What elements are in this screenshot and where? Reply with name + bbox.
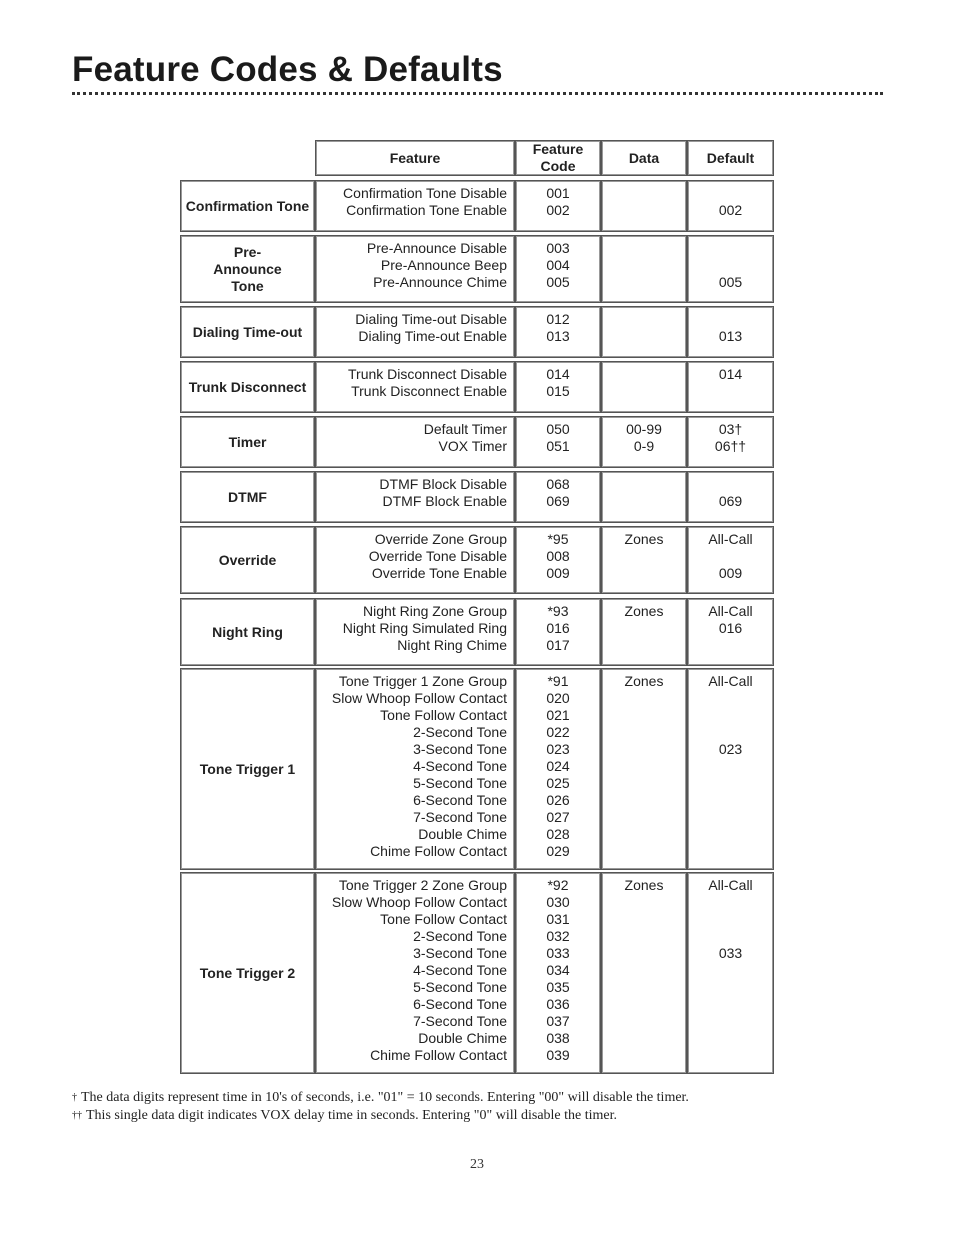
feature-name: 3-Second Tone [413, 945, 507, 961]
feature-name: DTMF Block Enable [382, 493, 507, 509]
feature-name: Chime Follow Contact [370, 843, 507, 859]
feature-name: Slow Whoop Follow Contact [331, 690, 507, 706]
features-cell [315, 306, 515, 358]
feature-group [180, 416, 774, 468]
group-name: Tone Trigger 2 [180, 872, 315, 1074]
feature-name: VOX Timer [438, 438, 507, 454]
footnotes [72, 1089, 782, 1125]
default-value [688, 257, 773, 274]
default-value: 033 [718, 945, 743, 961]
group-name: Dialing Time-out [180, 306, 315, 358]
defaults-cell [687, 526, 774, 594]
default-value: All-Call [708, 877, 753, 893]
default-value: 03† [718, 421, 743, 437]
data-cell [601, 306, 687, 358]
feature-code: 051 [546, 438, 570, 454]
feature-name: Pre-Announce Chime [373, 274, 507, 290]
features-cell [315, 361, 515, 413]
feature-code: 002 [546, 202, 570, 218]
group-name: Confirmation Tone [180, 180, 315, 232]
codes-cell [515, 180, 601, 232]
data-value: Zones [624, 531, 664, 547]
default-value: 06†† [714, 438, 747, 454]
feature-name: Night Ring Zone Group [363, 603, 507, 619]
feature-name: Override Tone Enable [371, 565, 507, 581]
feature-group [180, 598, 774, 666]
feature-name: Double Chime [418, 1030, 507, 1046]
data-value: 0-9 [633, 438, 655, 454]
feature-name: Pre-Announce Beep [380, 257, 507, 273]
defaults-cell [687, 668, 774, 870]
feature-group [180, 526, 774, 594]
codes-cell [515, 598, 601, 666]
feature-code: 039 [546, 1047, 570, 1063]
data-cell [601, 872, 687, 1074]
features-cell [315, 668, 515, 870]
feature-code: 016 [546, 620, 570, 636]
feature-code: 008 [546, 548, 570, 564]
feature-code: 025 [546, 775, 570, 791]
default-value: 023 [718, 741, 743, 757]
feature-code: 037 [546, 1013, 570, 1029]
codes-cell [515, 306, 601, 358]
data-cell [601, 526, 687, 594]
feature-code: 024 [546, 758, 570, 774]
feature-group [180, 471, 774, 523]
codes-cell [515, 416, 601, 468]
feature-code: *95 [547, 531, 569, 547]
default-value: 016 [718, 620, 743, 636]
feature-group [180, 180, 774, 232]
feature-code: 068 [546, 476, 570, 492]
feature-code: 021 [546, 707, 570, 723]
default-value: 005 [718, 274, 743, 290]
group-name: Tone Trigger 1 [180, 668, 315, 870]
feature-code: 029 [546, 843, 570, 859]
table-header-row [315, 140, 774, 176]
default-value [688, 707, 773, 724]
group-name: Trunk Disconnect [180, 361, 315, 413]
features-cell [315, 180, 515, 232]
default-value: 014 [718, 366, 743, 382]
feature-name: 6-Second Tone [413, 996, 507, 1012]
feature-group [180, 668, 774, 870]
feature-group [180, 235, 774, 303]
feature-name: Tone Trigger 1 Zone Group [338, 673, 507, 689]
feature-code: 001 [546, 185, 570, 201]
codes-cell [515, 526, 601, 594]
feature-code: 030 [546, 894, 570, 910]
feature-name: Override Tone Disable [368, 548, 507, 564]
features-cell [315, 598, 515, 666]
default-value [688, 240, 773, 257]
feature-code: 038 [546, 1030, 570, 1046]
feature-name: Night Ring Chime [397, 637, 507, 653]
default-value [688, 928, 773, 945]
feature-name: Dialing Time-out Disable [355, 311, 507, 327]
feature-name: 4-Second Tone [413, 962, 507, 978]
feature-code: 023 [546, 741, 570, 757]
features-cell [315, 416, 515, 468]
page-number: 23 [470, 1157, 484, 1172]
feature-name: 5-Second Tone [413, 775, 507, 791]
feature-code: 035 [546, 979, 570, 995]
feature-code: 003 [546, 240, 570, 256]
data-value: Zones [624, 673, 664, 689]
feature-code: 014 [546, 366, 570, 382]
feature-name: Dialing Time-out Enable [358, 328, 507, 344]
page-title: Feature Codes & Defaults [72, 50, 503, 89]
codes-cell [515, 872, 601, 1074]
feature-name: Trunk Disconnect Disable [348, 366, 507, 382]
group-name: Pre-Announce Tone [180, 235, 315, 303]
feature-name: Tone Trigger 2 Zone Group [338, 877, 507, 893]
feature-name: Night Ring Simulated Ring [342, 620, 507, 636]
data-cell [601, 180, 687, 232]
feature-code: 015 [546, 383, 570, 399]
defaults-cell [687, 471, 774, 523]
feature-group [180, 872, 774, 1074]
data-value: Zones [624, 877, 664, 893]
footnote-2-symbol: †† [72, 1110, 82, 1121]
header-feature-code: Feature Code [515, 140, 601, 176]
feature-code: 009 [546, 565, 570, 581]
defaults-cell [687, 416, 774, 468]
codes-cell [515, 235, 601, 303]
defaults-cell [687, 872, 774, 1074]
title-rule [72, 92, 883, 95]
feature-name: Confirmation Tone Enable [346, 202, 507, 218]
default-value [688, 724, 773, 741]
data-cell [601, 668, 687, 870]
feature-name: Chime Follow Contact [370, 1047, 507, 1063]
group-name: DTMF [180, 471, 315, 523]
defaults-cell [687, 306, 774, 358]
data-cell [601, 361, 687, 413]
default-value: All-Call [708, 673, 753, 689]
header-default: Default [687, 140, 774, 176]
default-value [688, 185, 773, 202]
feature-name: 2-Second Tone [413, 928, 507, 944]
feature-code: *91 [547, 673, 569, 689]
feature-name: 5-Second Tone [413, 979, 507, 995]
features-cell [315, 471, 515, 523]
feature-code: 005 [546, 274, 570, 290]
footnote-1-symbol: † [72, 1092, 77, 1103]
defaults-cell [687, 598, 774, 666]
feature-name: Confirmation Tone Disable [343, 185, 507, 201]
default-value [688, 911, 773, 928]
feature-code: 031 [546, 911, 570, 927]
feature-name: Double Chime [418, 826, 507, 842]
defaults-cell [687, 180, 774, 232]
default-value: All-Call [708, 603, 753, 619]
data-value: Zones [624, 603, 664, 619]
codes-cell [515, 668, 601, 870]
default-value [688, 476, 773, 493]
feature-code: 017 [546, 637, 570, 653]
header-data: Data [601, 140, 687, 176]
feature-code: 033 [546, 945, 570, 961]
defaults-cell [687, 235, 774, 303]
data-cell [601, 235, 687, 303]
default-value: 013 [718, 328, 743, 344]
feature-code: *93 [547, 603, 569, 619]
feature-name: 3-Second Tone [413, 741, 507, 757]
group-name: Timer [180, 416, 315, 468]
codes-cell [515, 361, 601, 413]
feature-group [180, 306, 774, 358]
feature-name: Default Timer [423, 421, 507, 437]
feature-code: *92 [547, 877, 569, 893]
feature-name: Tone Follow Contact [380, 707, 507, 723]
data-value: 00-99 [626, 421, 662, 437]
footnote-2-text: This single data digit indicates VOX delay time in seconds. Entering "0" will disable the timer. [86, 1108, 618, 1123]
feature-name: Trunk Disconnect Enable [351, 383, 507, 399]
feature-name: Tone Follow Contact [380, 911, 507, 927]
default-value [688, 548, 773, 565]
data-cell [601, 598, 687, 666]
features-cell [315, 872, 515, 1074]
data-cell [601, 471, 687, 523]
feature-name: DTMF Block Disable [379, 476, 507, 492]
defaults-cell [687, 361, 774, 413]
feature-code: 032 [546, 928, 570, 944]
feature-name: 2-Second Tone [413, 724, 507, 740]
footnote-2 [72, 1107, 782, 1125]
footnote-1 [72, 1089, 782, 1107]
features-cell [315, 235, 515, 303]
feature-name: 6-Second Tone [413, 792, 507, 808]
feature-code: 020 [546, 690, 570, 706]
feature-group [180, 361, 774, 413]
feature-code: 022 [546, 724, 570, 740]
feature-code: 036 [546, 996, 570, 1012]
default-value [688, 690, 773, 707]
feature-code: 004 [546, 257, 570, 273]
feature-code: 034 [546, 962, 570, 978]
feature-name: Slow Whoop Follow Contact [331, 894, 507, 910]
default-value [688, 894, 773, 911]
feature-code: 027 [546, 809, 570, 825]
group-name: Night Ring [180, 598, 315, 666]
feature-code: 026 [546, 792, 570, 808]
footnote-1-text: The data digits represent time in 10's of seconds, i.e. "01" = 10 seconds. Entering "00" will disable the timer. [81, 1090, 689, 1105]
feature-name: Pre-Announce Disable [366, 240, 507, 256]
default-value: 069 [718, 493, 743, 509]
feature-name: 7-Second Tone [413, 809, 507, 825]
default-value: All-Call [708, 531, 753, 547]
features-cell [315, 526, 515, 594]
codes-cell [515, 471, 601, 523]
default-value: 002 [718, 202, 743, 218]
default-value: 009 [718, 565, 743, 581]
feature-name: 4-Second Tone [413, 758, 507, 774]
feature-code: 028 [546, 826, 570, 842]
feature-code: 069 [546, 493, 570, 509]
data-cell [601, 416, 687, 468]
feature-code: 013 [546, 328, 570, 344]
feature-code: 012 [546, 311, 570, 327]
header-feature: Feature [315, 140, 515, 176]
feature-name: 7-Second Tone [413, 1013, 507, 1029]
group-name: Override [180, 526, 315, 594]
feature-code: 050 [546, 421, 570, 437]
feature-name: Override Zone Group [374, 531, 507, 547]
default-value [688, 311, 773, 328]
